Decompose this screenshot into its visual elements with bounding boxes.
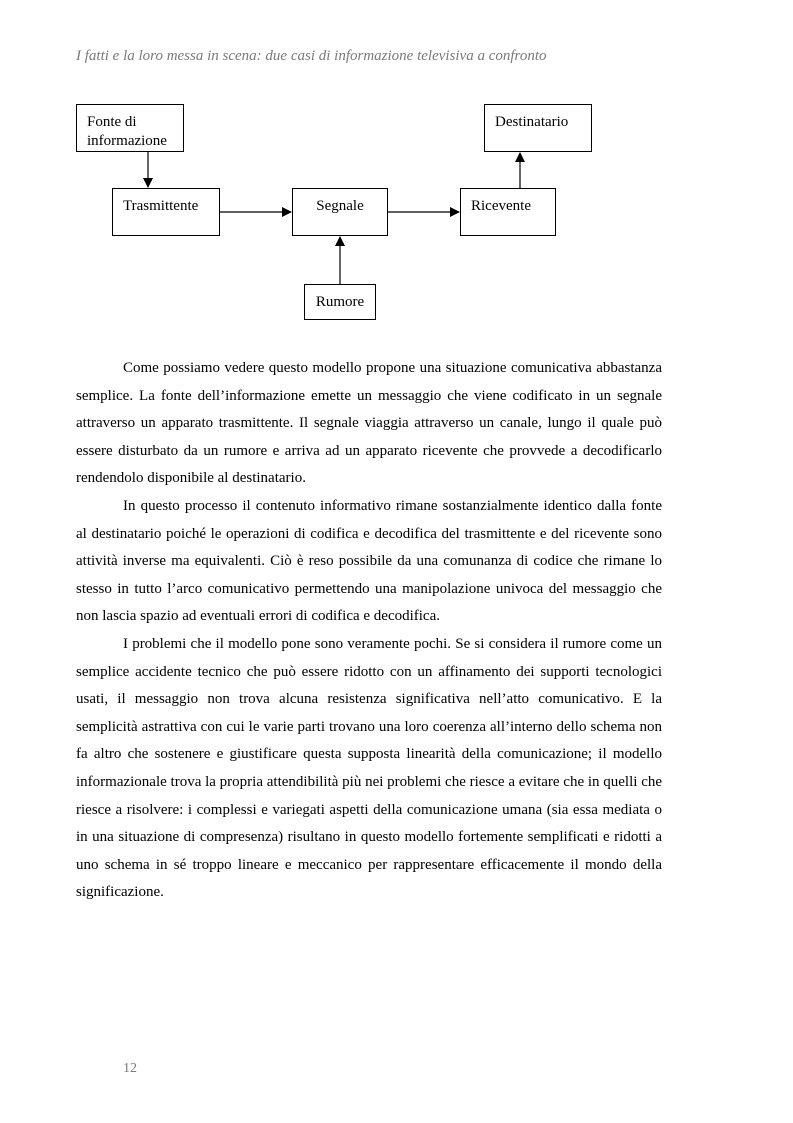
box-noise xyxy=(304,284,376,320)
box-signal-label: Segnale xyxy=(316,198,364,214)
box-destination xyxy=(484,104,592,152)
diagram-arrows xyxy=(0,0,793,340)
box-signal xyxy=(292,188,388,236)
paragraph: Come possiamo vedere questo modello propone una situazione comunicativa abbastanza semplice. La fonte dell’informazione emette un messaggio che viene codificato in un segnale attraverso un apparato trasmittente. Il segnale viaggia attraverso un canale, lungo il quale può essere disturbato da un rumore e arriva ad un apparato ricevente che provvede a decodificarlo rendendolo disponibile al destinatario. xyxy=(76,360,662,487)
communication-model-diagram xyxy=(0,0,793,340)
running-header: I fatti e la loro messa in scena: due casi di informazione televisiva a confronto xyxy=(76,48,547,64)
box-receiver xyxy=(460,188,556,236)
box-receiver-label: Ricevente xyxy=(471,198,531,214)
box-source-label: Fonte di informazione xyxy=(87,114,167,149)
box-transmitter xyxy=(112,188,220,236)
body-text xyxy=(76,355,662,907)
box-noise-label: Rumore xyxy=(315,294,365,310)
page-number: 12 xyxy=(123,1061,137,1076)
box-destination-label: Destinatario xyxy=(495,114,569,130)
box-source xyxy=(76,104,184,152)
paragraph: In questo processo il contenuto informativo rimane sostanzialmente identico dalla fonte al destinatario poiché le operazioni di codifica e decodifica del trasmittente e del ricevente sono attività inverse ma equivalenti. Ciò è reso possibile da una comunanza di codice che rimane lo stesso in tutto l’arco comunicativo permettendo una manipolazione univoca del messaggio che non lascia spazio ad eventuali errori di codifica e decodifica. xyxy=(76,497,662,625)
box-transmitter-label: Trasmittente xyxy=(123,198,199,214)
paragraph: I problemi che il modello pone sono veramente pochi. Se si considera il rumore come un semplice accidente tecnico che può essere ridotto con un affinamento dei supporti tecnologici usati, il messaggio non trova alcuna resistenza significativa nell’atto comunicativo. E la semplicità astrattiva con cui le varie parti trovano una loro coerenza all’interno dello schema non fa altro che sostenere e giustificare questa supposta linearità della comunicazione; il modello informazionale trova la propria attendibilità più nei problemi che riesce a evitare che in quelli che riesce a risolvere: i complessi e variegati aspetti della comunicazione umana (sia essa mediata o in una situazione di compresenza) risultano in questo modello fortemente semplificati e ridotti a uno schema in sé troppo lineare e meccanico per rappresentare efficacemente il mondo della significazione. xyxy=(76,635,663,901)
